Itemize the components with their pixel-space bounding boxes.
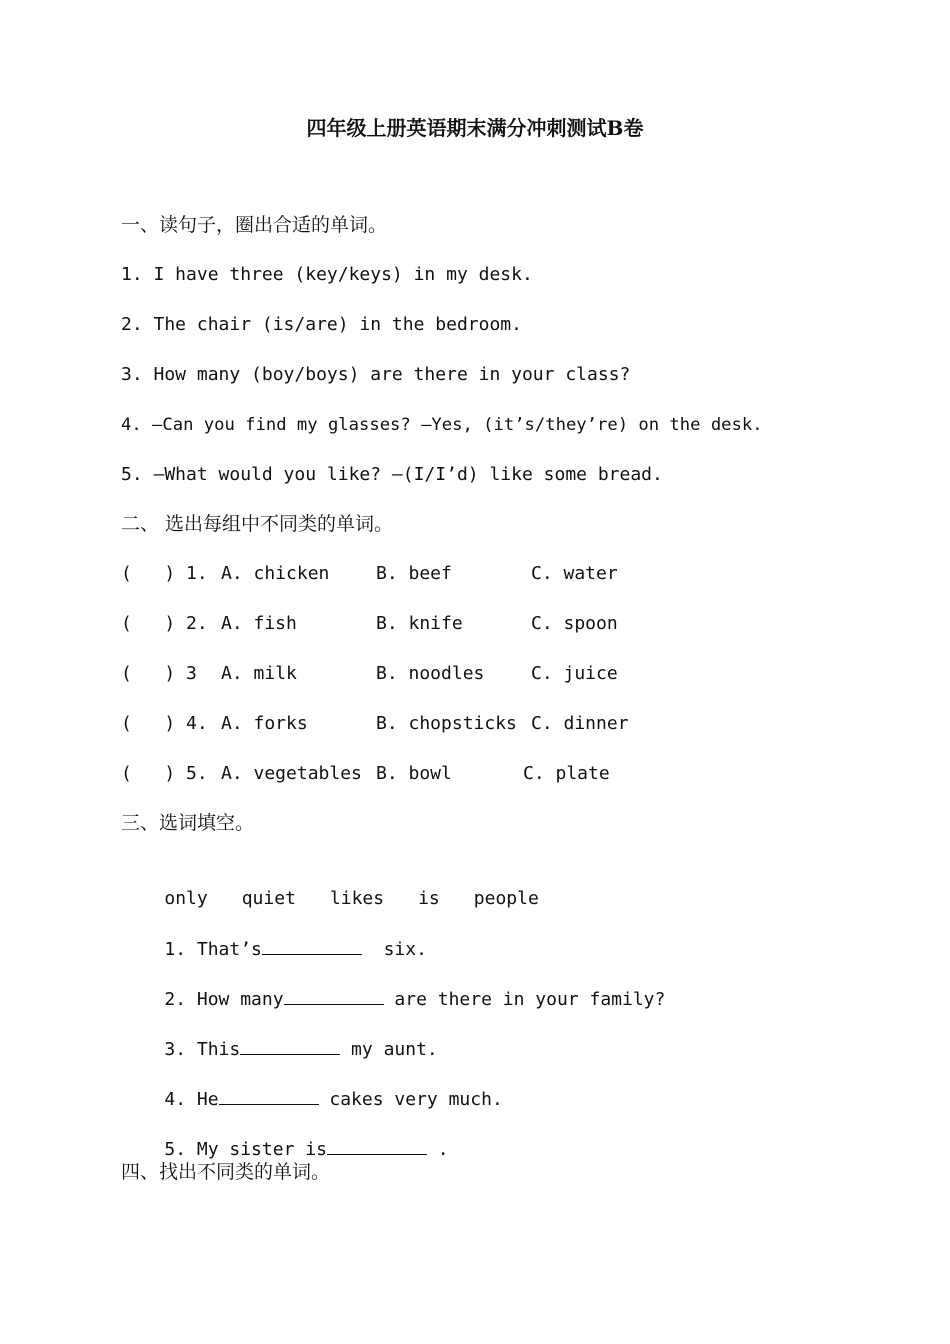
item-number: ( ) 1. — [121, 563, 208, 584]
option-a: A. fish — [221, 613, 297, 634]
sentence-end: six. — [361, 939, 427, 960]
option-a: A. milk — [221, 663, 297, 684]
sentence-start: 3. This — [164, 1039, 241, 1060]
answer-blank[interactable] — [284, 986, 384, 1005]
section2-item-2 — [121, 611, 618, 637]
section2-item-5 — [121, 761, 610, 787]
sentence-end: cakes very much. — [318, 1089, 503, 1110]
item-number: ( ) 4. — [121, 713, 208, 734]
section1-item-3: 3. How many (boy/boys) are there in your class? — [121, 364, 631, 385]
sentence-start: 2. How many — [164, 989, 284, 1010]
section1-item-5: 5. —What would you like? —(I/I’d) like some bread. — [121, 464, 663, 485]
sentence-end: my aunt. — [340, 1039, 438, 1060]
option-c: C. water — [531, 563, 618, 584]
option-b: B. knife — [376, 613, 463, 634]
sentence-start: 4. He — [164, 1089, 219, 1110]
item-number: ( ) 3 — [121, 663, 197, 684]
word-bank-item: likes — [329, 888, 385, 909]
answer-blank[interactable] — [262, 936, 362, 955]
option-b: B. bowl — [376, 763, 452, 784]
word-bank-item: is — [418, 888, 440, 909]
option-b: B. chopsticks — [376, 713, 517, 734]
option-c: C. dinner — [531, 713, 629, 734]
sentence-start: 5. My sister is — [164, 1139, 327, 1160]
section4-heading: 四、找出不同类的单词。 — [121, 1161, 331, 1183]
item-number: ( ) 2. — [121, 613, 208, 634]
section1-heading: 一、读句子，圈出合适的单词。 — [121, 214, 388, 236]
option-c: C. spoon — [531, 613, 618, 634]
word-bank-item: quiet — [241, 888, 296, 909]
section2-heading: 二、 选出每组中不同类的单词。 — [121, 513, 394, 535]
option-b: B. noodles — [376, 663, 485, 684]
option-a: A. forks — [221, 713, 308, 734]
section2-item-1 — [121, 561, 618, 587]
page-title: 四年级上册英语期末满分冲刺测试B卷 — [306, 116, 644, 140]
answer-blank[interactable] — [327, 1136, 427, 1155]
section1-item-4: 4. —Can you find my glasses? —Yes, (it’s/they’re) on the desk. — [121, 415, 763, 435]
option-b: B. beef — [376, 563, 452, 584]
section1-item-1: 1. I have three (key/keys) in my desk. — [121, 264, 533, 285]
sentence-start: 1. That’s — [164, 939, 262, 960]
section2-item-3 — [121, 661, 618, 687]
option-c: C. plate — [523, 763, 610, 784]
answer-blank[interactable] — [240, 1036, 340, 1055]
sentence-end: . — [426, 1139, 449, 1160]
item-number: ( ) 5. — [121, 763, 208, 784]
option-c: C. juice — [531, 663, 618, 684]
section1-item-2: 2. The chair (is/are) in the bedroom. — [121, 314, 522, 335]
sentence-end: are there in your family? — [383, 989, 666, 1010]
word-bank-item: only — [164, 888, 208, 909]
section2-item-4 — [121, 711, 629, 737]
answer-blank[interactable] — [219, 1086, 319, 1105]
option-a: A. chicken — [221, 563, 330, 584]
section3-heading: 三、选词填空。 — [121, 812, 255, 834]
word-bank-item: people — [473, 888, 539, 909]
option-a: A. vegetables — [221, 763, 362, 784]
